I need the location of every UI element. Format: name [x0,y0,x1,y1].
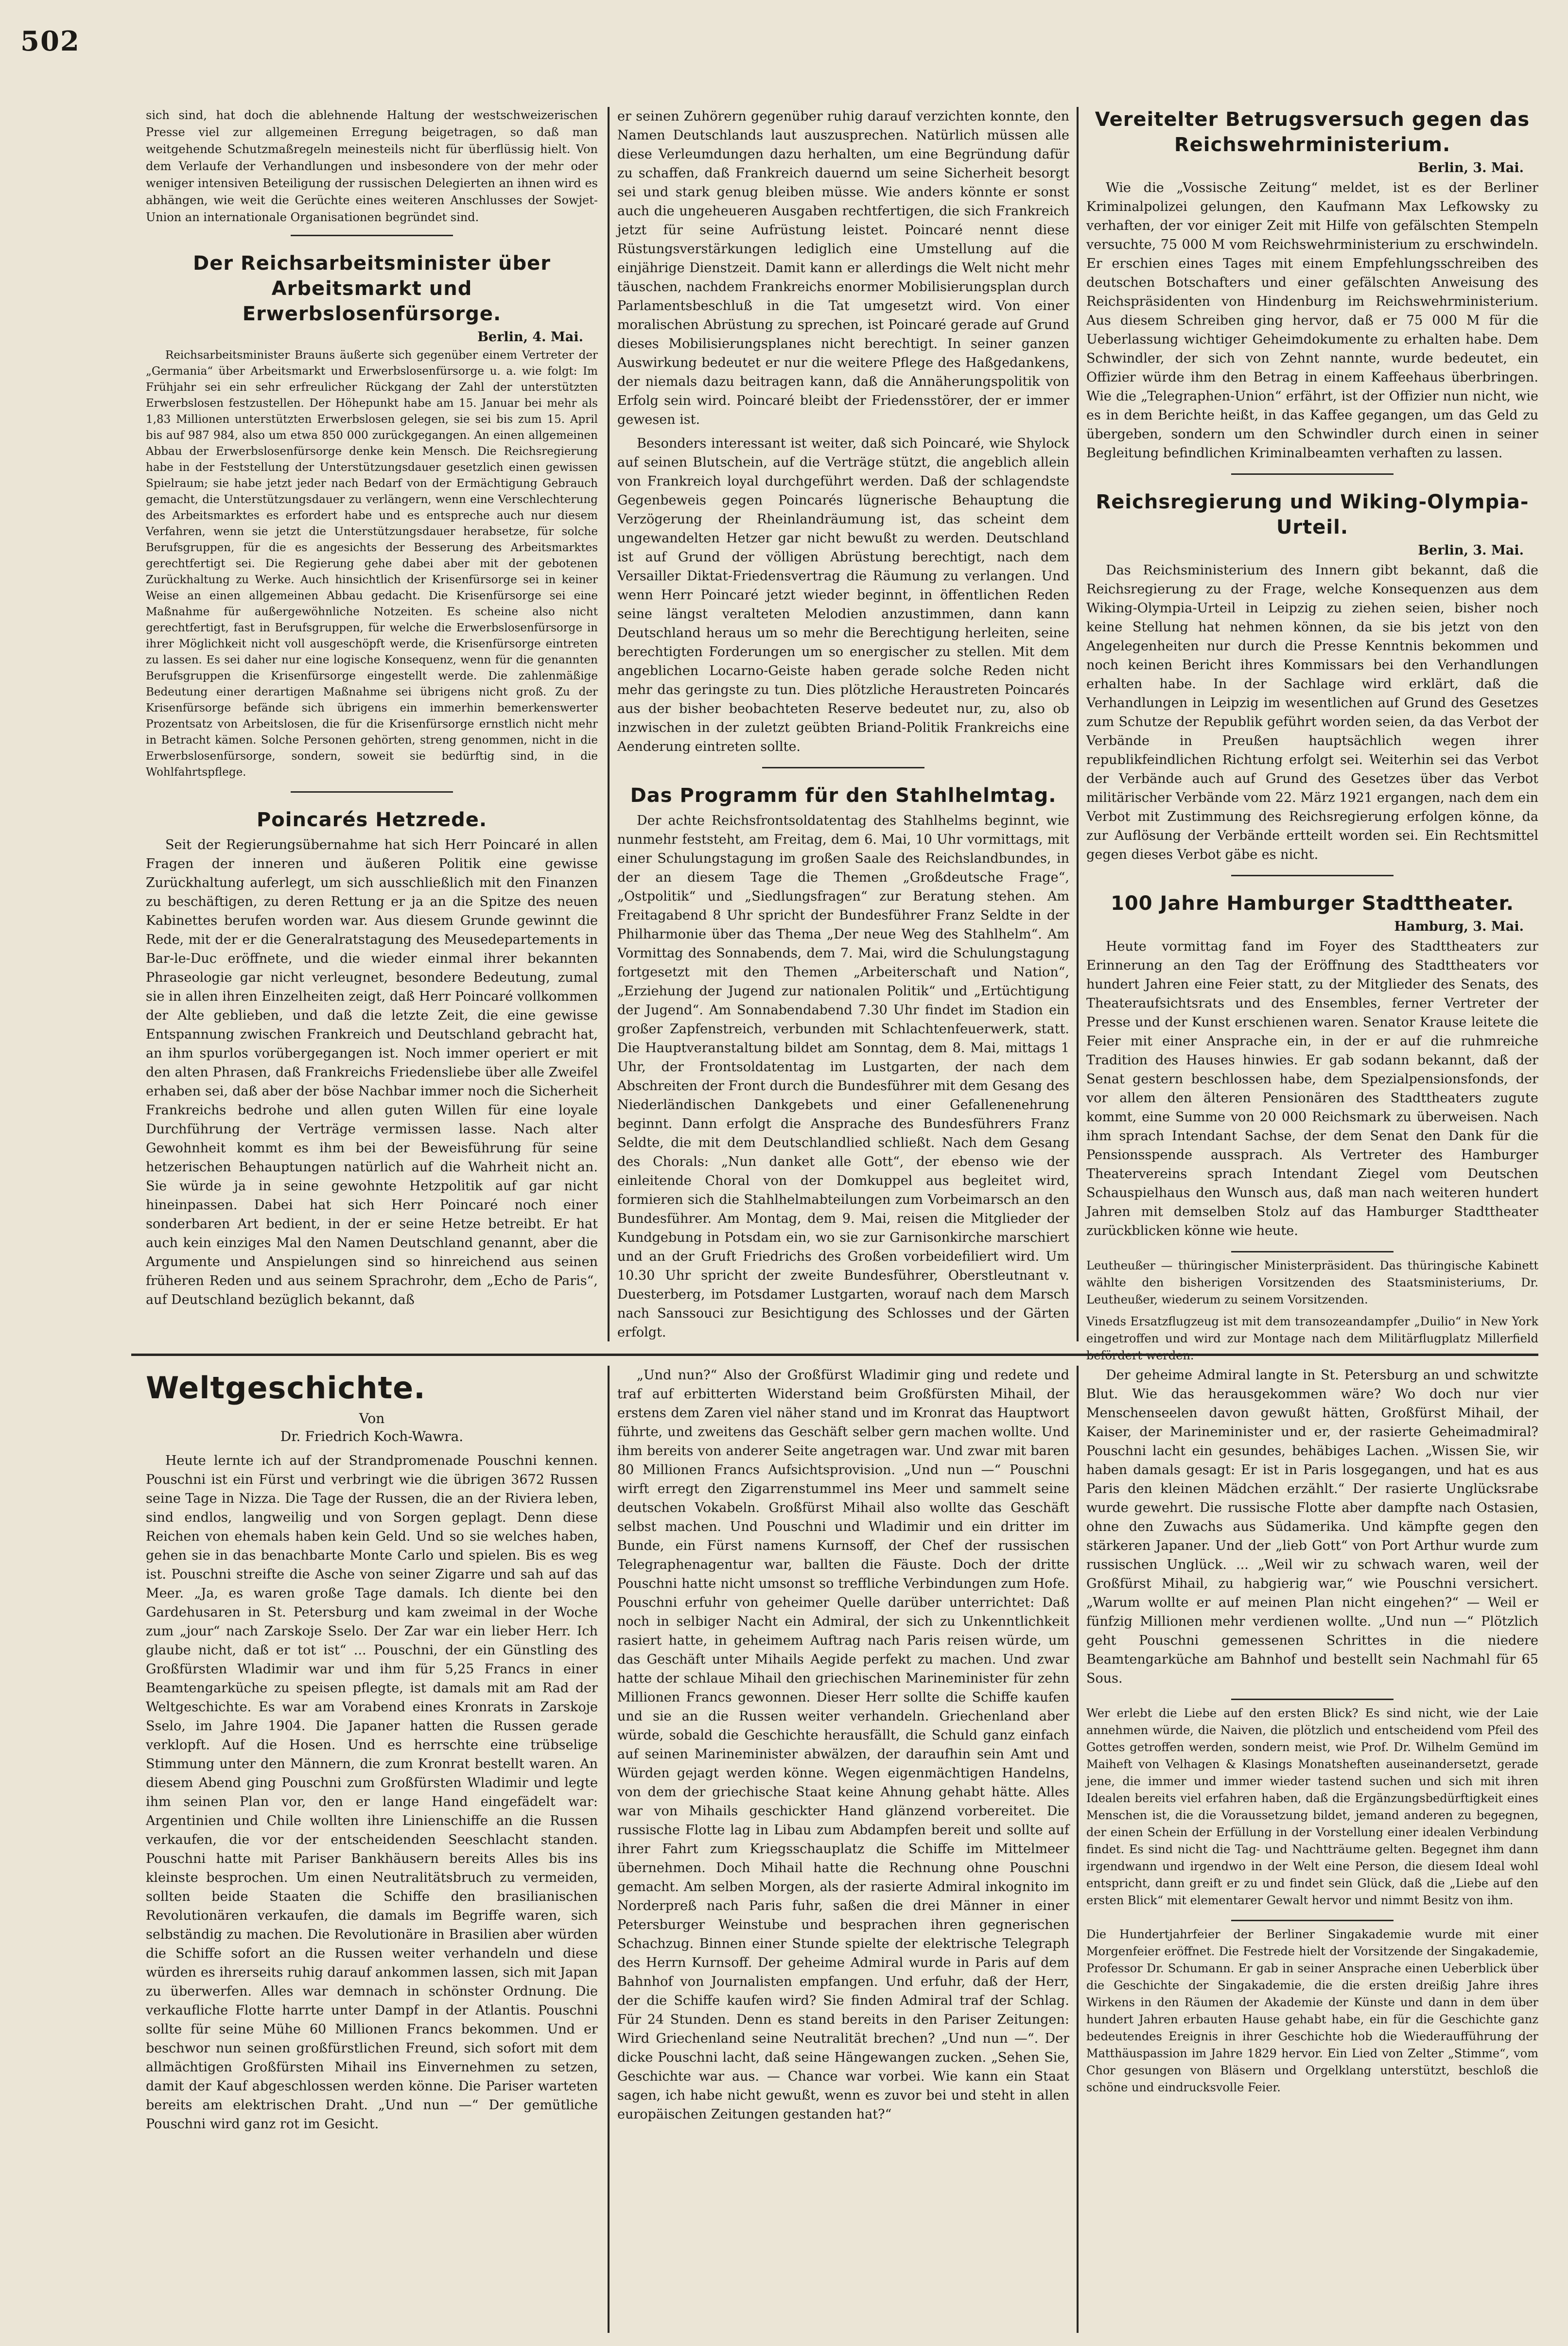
article-title-wiking-olympia: Reichsregierung und Wiking-Olympia-Urteil. [1096,491,1529,539]
article-text-reichsarbeitsminister: Reichsarbeitsminister Brauns äußerte sich gegenüber einem Vertreter der „Germania“ über Arbeitsmarkt und Erwerbslosenfürsorge u. a. wie folgt: Im Frühjahr sei ein sehr erfreulicher Rückgang der Zahl der unterstützten Erwerbslosen festzustellen. Der Höhepunkt habe am 15. Januar bei mehr als 1,83 Millionen unterstützten Erwerbslosen gelegen, sie sei bis zum 15. April bis auf 987 984, also um etwa 850 000 zurückgegangen. An einen allgemeinen Abbau der Erwerbslosenfürsorge denke kein Mensch. Die Reichsregierung habe in der Feststellung der Unterstützungsdauer gesetzlich einen gewissen Spielraum; sie habe jetzt jeder nach Bedarf von der Ermächtigung Gebrauch gemacht, die Unterstützungsdauer zu verlängern, wenn eine Verschlechterung des Arbeitsmarktes es erfordert habe und es entspreche auch nur diesem Verfahren, wenn sie jetzt die Unterstützungsdauer herabsetze, für solche Berufsgruppen, für die es angesichts der Besserung des Arbeitsmarktes gerechtfertigt sei. Die Regierung gehe dabei aber mit der gebotenen Zurückhaltung zu Werke. Auch hinsichtlich der Krisenfürsorge sei in keiner Weise an einen allgemeinen Abbau gedacht. Die Krisenfürsorge sei eine Maßnahme für außergewöhnliche Notzeiten. Es scheine also nicht gerechtfertigt, fast in Berufsgruppen, für welche die Erwerbslosenfürsorge in ihrer Möglichkeit nicht voll ausgeschöpft werde, die Krisenfürsorge eintreten zu lassen. Es sei daher nur eine logische Konsequenz, wenn für die genannten Berufsgruppen die Krisenfürsorge eingestellt werde. Die zahlenmäßige Bedeutung einer derartigen Maßnahme sei übrigens nicht groß. Zu der Krisenfürsorge befände sich übrigens ein immerhin bemerkenswerter Prozentsatz von Arbeitslosen, die für die Krisenfürsorge ernstlich nicht mehr in Betracht kämen. Solche Personen gehörten, streng genommen, nicht in die Erwerbslosenfürsorge, sondern, soweit sie bedürftig sind, in die Wohlfahrtspflege. [146,349,598,779]
separator [1231,473,1394,475]
article-text-poincare: Seit der Regierungsübernahme hat sich Herr Poincaré in allen Fragen der inneren und äußeren Politik eine gewisse Zurückhaltung auferlegt, um sich ausschließlich mit den Finanzen zu beschäftigen, zu deren Rettung er ja an die Spitze des neuen Kabinettes berufen worden war. Aus diesem Grunde gewinnt die Rede, mit der er die Generalratstagung des Meusedepartements in Bar-le-Duc eröffnete, und die wieder einmal ihrer bekannten Phraseologie gar nicht verleugnet, besondere Bedeutung, zumal sie in allen ihren Einzelheiten zeigt, daß Herr Poincaré vollkommen der Alte geblieben, und daß die letzte Zeit, die eine gewisse Entspannung zwischen Frankreich und Deutschland gebracht hat, an ihm spurlos vorübergegangen ist. Noch immer operiert er mit den alten Phrasen, daß Frankreichs Friedensliebe über alle Zweifel erhaben sei, daß aber der böse Nachbar immer noch die Sicherheit Frankreichs bedrohe und allen guten Willen für eine loyale Durchführung der Verträge vermissen lasse. Nach alter Gewohnheit kommt es ihm bei der Beweisführung für seine hetzerischen Behauptungen natürlich auf die Wahrheit nicht an. Sie würde ja in seine gewohnte Hetzpolitik auf gar nicht hineinpassen. Dabei hat sich Herr Poincaré noch einer sonderbaren Art bedient, in der er seine Hetze betreibt. Er hat auch kein einziges Mal den Namen Deutschland genannt, aber die Argumente und Anspielungen sind so hinreichend aus seinen früheren Reden und aus seinem Sprachrohr, dem „Echo de Paris“, auf Deutschland bezüglich bekannt, daß [146,837,598,1307]
feuilleton-title: Weltgeschichte. [146,1370,426,1406]
separator [1231,875,1394,876]
note-singakademie: Die Hundertjahrfeier der Berliner Singakademie wurde mit einer Morgenfeier eröffnet. Die Festrede hielt der Vorsitzende der Singakademie, Professor Dr. Schumann. Er gab in seiner Ansprache einen Ueberblick über die Geschichte der Singakademie, die die ersten dreißig Jahre ihres Wirkens in den Räumen der Akademie der Künste und dann in dem über hundert Jahren erbauten Hause gehabt habe, ein für die Geschichte ganz bedeutendes Ereignis in ihrer Geschichte hob die Wiederaufführung der Matthäuspassion im Jahre 1829 hervor. Ein Lied von Zelter „Stimme“, vom Chor gesungen von Bläsern und Orgelklang unterstützt, beschloß die schöne und eindrucksvolle Feier. [1086,1928,1538,2094]
article-dateline: Berlin, 3. Mai. [1418,160,1524,175]
column-rule [608,107,610,1341]
separator [762,767,925,768]
byline-von: Von [359,1410,385,1426]
article-title-betrugsversuch: Vereitelter Betrugsversuch gegen das Reichswehrministerium. [1095,108,1530,156]
note-liebe-auf-den-ersten-blick: Wer erlebt die Liebe auf den ersten Blick? Es sind nicht, wie der Laie annehmen würde, die Naiven, die plötzlich und entscheidend vom Pfeil des Gottes getroffen werden, sondern meist, wie Prof. Dr. Wilhelm Gemünd im Maiheft von Velhagen & Klasings Monatsheften auseinandersetzt, gerade jene, die immer und immer wieder tastend suchen und sich mit ihren Idealen bereits viel erfahren haben, daß die Ergänzungsbedürftigkeit eines Menschen ist, die die Voraussetzung bildet, jemand anderen zu begegnen, der einen Schein der Erfüllung in der Vorstellung einer idealen Verbindung findet. Es sind nicht die Tag- und Nachtträume gelten. Begegnet ihm dann irgendwann und irgendwo in der Welt eine Person, die diesem Ideal wohl entspricht, dann greift er zu und findet sein Glück, daß die „Liebe auf den ersten Blick“ mit elementarer Gewalt hervor und nimmt Besitz von ihm. [1086,1706,1538,1907]
feuilleton-text-3: Der geheime Admiral langte in St. Petersburg an und schwitzte Blut. Wie das herausgekommen wäre? Wo doch nur vier Menschenseelen davon gewußt hätten, Großfürst Mihail, der Kaiser, der Marineminister und er, der rasierte Geheimadmiral? Pouschni lacht ein gesundes, behäbiges Lachen. „Wissen Sie, wir haben damals gesagt: Er ist in Paris losgegangen, und hat es aus Paris den kleinen Mädchen erzählt.“ Der rasierte Unglücksrabe wurde gewehrt. Die russische Flotte aber dampfte nach Ostasien, ohne den Zuwachs aus Südamerika. Und kämpfte gegen den stärkeren Japaner. Und der „lieb Gott“ von Port Arthur wurde zum russischen Unglück. ... „Weil wir zu schwach waren, weil der Großfürst Mihail, zu habgierig war,“ wie Pouschni versichert. „Warum wollte er auf meinen Plan nicht eingehen?“ — Weil er fünfzig Millionen mehr verdienen wollte. „Und nun —“ Plötzlich geht Pouschni gemessenen Schrittes in die niedere Beamtengarküche am Bahnhof und bestellt sein Nachmahl für 65 Sous. [1086,1368,1538,1686]
section-rule [131,1354,1538,1356]
article-title-hamburger-stadttheater: 100 Jahre Hamburger Stadttheater. [1111,892,1514,915]
separator [1231,1699,1394,1700]
article-dateline: Hamburg, 3. Mai. [1394,919,1524,934]
column-rule [1077,107,1079,1341]
column-rule [608,1366,610,2333]
article-text-wiking-olympia: Das Reichsministerium des Innern gibt bekannt, daß die Reichsregierung zu der Frage, welche Konsequenzen aus dem Wiking-Olympia-Urteil in Leipzig zu ziehen seien, bisher noch keine Stellung hat nehmen können, da sie bis jetzt von den Angelegenheiten nur durch die Presse Kenntnis bekommen und noch keinen Bericht ihres Kommissars bei den Verhandlungen erhalten habe. In der Sachlage wird erklärt, daß die Verhandlungen in Leipzig im wesentlichen auf Grund des Gesetzes zum Schutze der Republik geführt worden seien, da das Verbot der Verbände in Preußen hauptsächlich wegen ihrer republikfeindlichen Richtung erfolgt sei. Weiterhin sei das Verbot der Verbände auch auf Grund des Gesetzes über das Verbot militärischer Verbände vom 22. März 1921 ergangen, nach dem ein Verbot mit Zustimmung des Reichsregierung erfolgen könne, da zur Auflösung der Verbände ertteilt worden sei. Ein Rechtsmittel gegen dieses Verbot gäbe es nicht. [1086,563,1538,862]
article-dateline: Berlin, 4. Mai. [477,330,583,345]
poincare-continued-2: Besonders interessant ist weiter, daß sich Poincaré, wie Shylock auf seinen Blutschein, auf die Verträge stützt, die angeblich allein von Frankreich loyal durchgeführt werden. Daß der schlagendste Gegenbeweis gegen Poincarés lügnerische Behauptung die Verzögerung der Rheinlandräumung ist, das scheint dem ungewandelten Hetzer gar nicht bewußt zu werden. Deutschland ist auf Grund der völligen Abrüstung berechtigt, nach dem Versailler Diktat-Friedensvertrag die Räumung zu verlangen. Und wenn Herr Poincaré jetzt wieder beginnt, in öffentlichen Reden seine längst veralteten Melodien anzustimmen, dann kann Deutschland heraus um so mehr die Berechtigung herleiten, seine berechtigten Forderungen um so energischer zu stellen. Mit dem angeblichen Locarno-Geiste haben gerade solche Reden nicht mehr das geringste zu tun. Dies plötzliche Heraustreten Poincarés aus der bisher beobachteten Reserve bedeutet nur, zu, also ob inzwischen in der zuletzt geübten Briand-Politik Frankreichs eine Aenderung eintreten sollte. [617,436,1069,754]
article-title-stahlhelmtag: Das Programm für den Stahlhelmtag. [630,784,1057,807]
feuilleton-text-1: Heute lernte ich auf der Strandpromenade Pouschni kennen. Pouschni ist ein Fürst und verbringt wie die übrigen 3672 Russen seine Tage in Nizza. Die Tage der Russen, die an der Riviera leben, sind endlos, langweilig und von Sorgen geplagt. Denn diese Reichen von ehemals haben kein Geld. Und so sie welches haben, gehen sie in das benachbarte Monte Carlo und spielen. Bis es weg ist. Pouschni streifte die Asche von seiner Zigarre und sah auf das Meer. „Ja, es waren große Tage damals. Ich diente bei den Gardehusaren in St. Petersburg und kam zweimal in der Woche zum „jour“ nach Zarskoje Sselo. Der Zar war ein lieber Herr. Ich glaube nicht, daß er tot ist“ ... Pouschni, der ein Günstling des Großfürsten Wladimir war und ihm für 5,25 Francs in einer Beamtengarküche zu speisen pflegte, ist damals mit am Rad der Weltgeschichte. Es war am Vorabend eines Kronrats in Zarskoje Sselo, im Jahre 1904. Die Japaner hatten die Russen gerade verklopft. Auf die Hosen. Und es herrschte eine trübselige Stimmung unter den Männern, die zum Kronrat bestellt waren. An diesem Abend ging Pouschni zum Großfürsten Wladimir und legte ihm seinen Plan vor, den er lange Hand eingefädelt war: Argentinien und Chile wollten ihre Linienschiffe an die Russen verkaufen, die vor der entscheidenden Seeschlacht standen. Pouschni hatte mit Pariser Bankhäusern bereits Alles bis ins kleinste besprochen. Um einen Neutralitätsbruch zu vermeiden, sollten beide Staaten die Schiffe den brasilianischen Revolutionären verkaufen, die damals im Begriffe waren, sich selbständig zu machen. Die Revolutionäre in Brasilien aber würden die Schiffe sofort an die Russen weiter verhandeln und diese würden es ihrerseits ruhig darauf ankommen lassen, sich mit Japan zu überwerfen. Alles war demnach in schönster Ordnung. Die verkaufliche Flotte harrte unter Dampf in der Atlantis. Pouschni sollte für seine Mühe 60 Millionen Francs bekommen. Und er beschwor nun seinen großfürstlichen Freund, sich sofort mit dem allmächtigen Großfürsten Mihail ins Einvernehmen zu setzen, damit der Kauf abgeschlossen werden könne. Die Pariser warteten bereits am elektrischen Draht. „Und nun —“ Der gemütliche Pouschni wird ganz rot im Gesicht. [146,1453,598,2132]
page-number: 502 [20,25,80,57]
article-text-betrugsversuch: Wie die „Vossische Zeitung“ meldet, ist es der Berliner Kriminalpolizei gelungen, den Kaufmann Max Lefkowsky zu verhaften, der vor einiger Zeit mit Hilfe von gefälschten Stempeln versuchte, 75 000 M vom Reichswehrministerium zu erschwindeln. Er erschien eines Tages mit einem Empfehlungsschreiben des deutschen Botschafters und einer gefälschten Anweisung des Reichspräsidenten von Hindenburg im Reichswehrministerium. Aus diesem Schreiben ging hervor, daß er 75 000 M für die Ueberlassung wichtiger Geheimdokumente zu erhalten habe. Dem Schwindler, der sich von Zehnt nannte, wurde bedeutet, ein Offizier würde ihm den Betrag in einem Kaffeehaus überbringen. Wie die „Telegraphen-Union“ erfährt, ist der Offizier nun nicht, wie es in dem Berichte heißt, in das Kaffee gegangen, um das Geld zu übergeben, sondern um den Schwindler durch einen in seiner Begleitung befindlichen Kriminalbeamten verhaften zu lassen. [1086,180,1538,461]
bottom-column-3 [1086,1366,1538,2333]
separator [1231,1251,1394,1252]
article-title-reichsarbeitsminister: Der Reichsarbeitsminister über Arbeitsmarkt und Erwerbslosenfürsorge. [193,252,551,325]
separator [291,235,453,236]
separator [1231,1920,1394,1921]
article-dateline: Berlin, 3. Mai. [1418,543,1524,558]
note-leutheusser: Leutheußer — thüringischer Ministerpräsident. Das thüringische Kabinett wählte den bisherigen Vorsitzenden des Staatsministeriums, Dr. Leutheußer, wiederum zu seinem Vorsitzenden. [1086,1259,1538,1306]
article-text-hamburger-stadttheater: Heute vormittag fand im Foyer des Stadttheaters zur Erinnerung an den Tag der Eröffnung des Stadttheaters vor hundert Jahren eine Feier statt, zu der Mitglieder des Senats, des Theateraufsichtsrats und des Ensembles, ferner Vertreter der Presse und der Kunst erschienen waren. Senator Krause leitete die Feier mit einer Ansprache ein, in der er auf die ruhmreiche Tradition des Hauses hinwies. Er gab sodann bekannt, daß der Senat gestern beschlossen habe, dem Spezialpensionsfonds, der vor allem den älteren Pensionären des Stadttheaters zugute kommt, eine Summe von 20 000 Reichsmark zu überweisen. Nach ihm sprach Intendant Sachse, der dem Senat den Dank für die Pensionsspende aussprach. Als Vertreter des Hamburger Theatervereins sprach Intendant Ziegel vom Deutschen Schauspielhaus den Wunsch aus, daß man nach weiteren hundert Jahren mit demselben Stolz auf das Hamburger Stadttheater zurückblicken könne wie heute. [1086,939,1538,1238]
feuilleton-text-2: „Und nun?“ Also der Großfürst Wladimir ging und redete und traf auf erbitterten Widerstand beim Großfürsten Mihail, der erstens dem Zaren viel näher stand und im Kronrat das Hauptwort führte, und zweitens das Geschäft selber gern machen wollte. Und ihm bereits von anderer Seite angetragen war. Und zwar mit baren 80 Millionen Francs Aufsichtsprovision. „Und nun —“ Pouschni wirft erregt den Zigarrenstummel ins Meer und sammelt seine deutschen Vokabeln. Großfürst Mihail also wollte das Geschäft selbst machen. Und Pouschni und Wladimir und ein dritter im Bunde, ein Fürst namens Kurnsoff, der Chef der russischen Telegraphenagentur war, ballten die Fäuste. Doch der dritte Pouschni hatte nicht umsonst so treffliche Verbindungen zum Hofe. Pouschni erfuhr von geheimer Quelle darüber unterrichtet: Daß noch in selbiger Nacht ein Admiral, der sich zu Unkenntlichkeit rasiert hatte, in geheimem Auftrag nach Paris reisen würde, um das Geschäft unter Mihails Aegide perfekt zu machen. Und zwar hatte der schlaue Mihail den griechischen Marineminister für zehn Millionen Francs gewonnen. Dieser Herr sollte die Schiffe kaufen und sie an die Russen weiter verhandeln. Griechenland aber würde, sobald die Geschichte herausfällt, die Schuld ganz einfach auf seinen Marineminister abwälzen, der daraufhin sein Amt und Würden gejagt werden könne. Wegen eigenmächtigen Handelns, von dem der griechische Staat keine Ahnung gehabt hätte. Alles war von Mihails geschickter Hand glänzend vorbereitet. Die russische Flotte lag in Libau zum Abdampfen bereit und sollte auf ihrer Fahrt zum Kriegsschauplatz die Schiffe im Mittelmeer übernehmen. Doch Mihail hatte die Rechnung ohne Pouschni gemacht. Am selben Morgen, als der rasierte Admiral inkognito im Norderpreß nach Paris fuhr, saßen die drei Männer in einer Petersburger Weinstube und besprachen ihren gegnerischen Schachzug. Binnen einer Stunde spielte der elektrische Telegraph des Herrn Kurnsoff. Der geheime Admiral wurde in Paris auf dem Bahnhof von Journalisten empfangen. Und erfuhr, daß der Herr, der die Schiffe kaufen wird? Sie finden Admiral traf der Schlag. Für 24 Stunden. Denn es stand bereits in den Pariser Zeitungen: Wird Griechenland seine Neutralität brechen? „Und nun —“. Der dicke Pouschni lacht, daß seine Hängewangen zucken. „Sehen Sie, Geschichte war aus. — Chance war vorbei. Wie kann ein Staat sagen, ich habe nicht gewußt, wenn es zuvor bei und steht in allen europäischen Zeitungen gestanden hat?“ [617,1368,1069,2122]
bottom-column-1 [146,1366,598,2333]
top-column-1 [146,107,598,1341]
column-rule [1077,1366,1079,2333]
byline-author: Dr. Friedrich Koch-Wawra. [280,1428,464,1444]
intro-paragraph: sich sind, hat doch die ablehnende Haltung der westschweizerischen Presse viel zur allgemeinen Erregung beigetragen, so daß man weitgehende Schutzmaßregeln meinesteils nicht für überflüssig hielt. Von dem Verlaufe der Verhandlungen und insbesondere von der mehr oder weniger intensiven Beteiligung der russischen Delegierten an ihnen wird es abhängen, wie weit die Gerüchte eines weiteren Anschlusses der Sowjet-Union an internationale Organisationen begründet sind. [146,108,598,224]
article-title-poincare: Poincarés Hetzrede. [256,809,488,831]
bottom-column-2 [617,1366,1069,2333]
top-column-2 [617,107,1069,1341]
top-column-3 [1086,107,1538,1345]
article-text-stahlhelmtag: Der achte Reichsfrontsoldatentag des Stahlhelms beginnt, wie nunmehr feststeht, am Freitag, dem 6. Mai, 10 Uhr vormittags, mit einer Schulungstagung im großen Saale des Reichslandbundes, in der an diesem Tage die Themen „Großdeutsche Frage“, „Ostpolitik“ und „Siedlungsfragen“ zur Beratung stehen. Am Freitagabend 8 Uhr spricht der Bundesführer Franz Seldte in der Philharmonie über das Thema „Der neue Weg des Stahlhelm“. Am Vormittag des Sonnabends, dem 7. Mai, wird die Schulungstagung fortgesetzt mit den Themen „Arbeiterschaft und Nation“, „Erziehung der Jugend zur nationalen Politik“ und „Ertüchtigung der Jugend“. Am Sonnabendabend 7.30 Uhr findet im Stadion ein großer Zapfenstreich, verbunden mit Schlachtenfeuerwerk, statt. Die Hauptveranstaltung bildet am Sonntag, dem 8. Mai, mittags 1 Uhr, der Frontsoldatentag im Lustgarten, der nach dem Abschreiten der Front durch die Bundesführer mit dem Gesang des Niederländischen Dankgebets und einer Gefallenenehrung beginnt. Dann erfolgt die Ansprache des Bundesführers Franz Seldte, die mit dem Deutschlandlied schließt. Nach dem Gesang des Chorals: „Nun danket alle Gott“, der ebenso wie der einleitende Choral von der Domkuppel aus begleitet wird, formieren sich die Stahlhelmabteilungen zum Vorbeimarsch an den Bundesführer. Am Montag, dem 9. Mai, reisen die Mitglieder der Kundgebung in Potsdam ein, wo sie zur Garnisonkirche marschiert und an der Gruft Friedrichs des Großen vorbeidefiliert wird. Um 10.30 Uhr spricht der zweite Bundesführer, Oberstleutnant v. Duesterberg, im Potsdamer Lustgarten, worauf nach dem Marsch nach Sanssouci zur Besichtigung des Schlosses und der Gärten erfolgt. [617,813,1069,1340]
separator [291,791,453,793]
note-ersatzflugzeug: Vineds Ersatzflugzeug ist mit dem transozeandampfer „Duilio“ in New York eingetroffen und wird zur Montage nach dem Militärflugplatz Millerfield [1086,1315,1538,1345]
poincare-continued-1: er seinen Zuhörern gegenüber ruhig darauf verzichten konnte, den Namen Deutschlands laut auszusprechen. Natürlich müssen alle diese Verleumdungen dazu herhalten, um eine Begründung dafür zu schaffen, daß Frankreich dauernd um seine Sicherheit besorgt sei und stark genug bleiben müsse. Wie anders könnte er sonst auch die ungeheueren Ausgaben rechtfertigen, die sich Frankreich jetzt für seine Aufrüstung leistet. Poincaré nennt diese Rüstungsverstärkungen lediglich eine Umstellung auf die einjährige Dienstzeit. Damit kann er allerdings die Welt nicht mehr täuschen, nachdem Frankreichs enormer Mobilisierungsplan durch Parlamentsbeschluß in die Tat umgesetzt wird. Von einer moralischen Abrüstung zu sprechen, ist Poincaré gerade auf Grund dieses Mobilisierungsplanes nicht berechtigt. In seiner ganzen Auswirkung bedeutet er nur die weitere Pflege des Haßgedankens, der niemals dazu beitragen kann, daß die Annäherungspolitik von Erfolg sein wird. Poincaré bleibt der Friedensstörer, der er immer gewesen ist. [617,109,1069,427]
